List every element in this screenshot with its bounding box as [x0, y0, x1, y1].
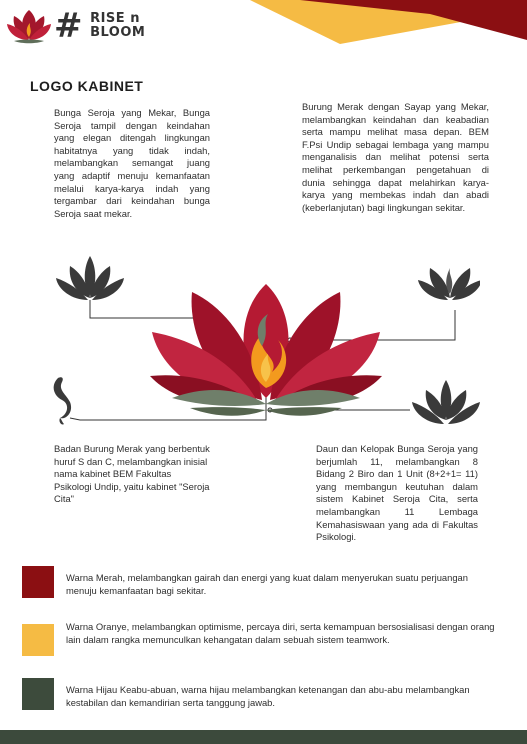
paragraph-seroja: Bunga Seroja yang Mekar, Bunga Seroja tampil dengan keindahan yang elegan ditengah lingkungan habitatnya yang tidak indah, melambangkan semangat juang yang adaptif menuju kemanfaatan melalui karya-karya indah yang tergambar dari keindahan bunga Seroja saat mekar.	[54, 107, 210, 219]
brand-line-2: BLOOM	[90, 25, 146, 40]
brand-line-1: RISE n	[90, 11, 140, 26]
color-description-red: Warna Merah, melambangkan gairah dan energi yang kuat dalam menyerukan suatu perjuangan menuju kemanfaatan bagi sekitar.	[66, 572, 468, 597]
paragraph-merak: Burung Merak dengan Sayap yang Mekar, melambangkan keindahan dan keabadian serta mampu melihat masa depan. BEM F.Psi Undip sebagai lembaga yang mampu menganalisis dan melihat potensi serta melihat perkembangan pengetahuan di dunia sehingga dapat melahirkan karya-karya yang membekas indah dan abadi (keberlanjutan) bagi lingkungan sekitar.	[302, 101, 489, 213]
paragraph-badan: Badan Burung Merak yang berbentuk huruf S dan C, melambangkan inisial nama kabinet BEM Fakultas Psikologi Undip, yaitu kabinet "Seroja Cita"	[54, 443, 210, 505]
lotus-flame-icon	[418, 268, 480, 300]
color-swatch-red	[22, 566, 54, 598]
peacock-body-icon	[54, 377, 71, 424]
main-lotus-illustration	[150, 284, 382, 416]
color-swatch-green	[22, 678, 54, 710]
brand-wordmark	[54, 6, 146, 46]
lotus-leaves-icon	[412, 380, 480, 424]
color-description-green: Warna Hijau Keabu-abuan, warna hijau melambangkan ketenangan dan abu-abu melambangkan kestabilan dan kemandirian serta tanggung jawab.	[66, 684, 470, 709]
lotus-outline-icon	[56, 256, 124, 300]
page-title: LOGO KABINET	[30, 78, 144, 94]
brand-hash: #	[54, 6, 83, 46]
paragraph-daun: Daun dan Kelopak Bunga Seroja yang berjumlah 11, melambangkan 8 Bidang 2 Biro dan 1 Unit (8+2+1= 11) yang membangun keutuhan dalam sistem Kabinet Seroja Cita, serta melambangkan 11 Lembaga Kemahasiswaan yang ada di Fakultas Psikologi.	[316, 443, 478, 543]
bottom-bar	[0, 730, 527, 744]
color-description-orange: Warna Oranye, melambangkan optimisme, percaya diri, serta kemampuan bersosialisasi dengan orang lain dalam rangka memunculkan kehangatan dalam sebuah sistem teamwork.	[66, 621, 495, 646]
color-swatch-orange	[22, 624, 54, 656]
logo-illustration	[40, 248, 480, 432]
brand-lotus-logo	[6, 8, 52, 46]
